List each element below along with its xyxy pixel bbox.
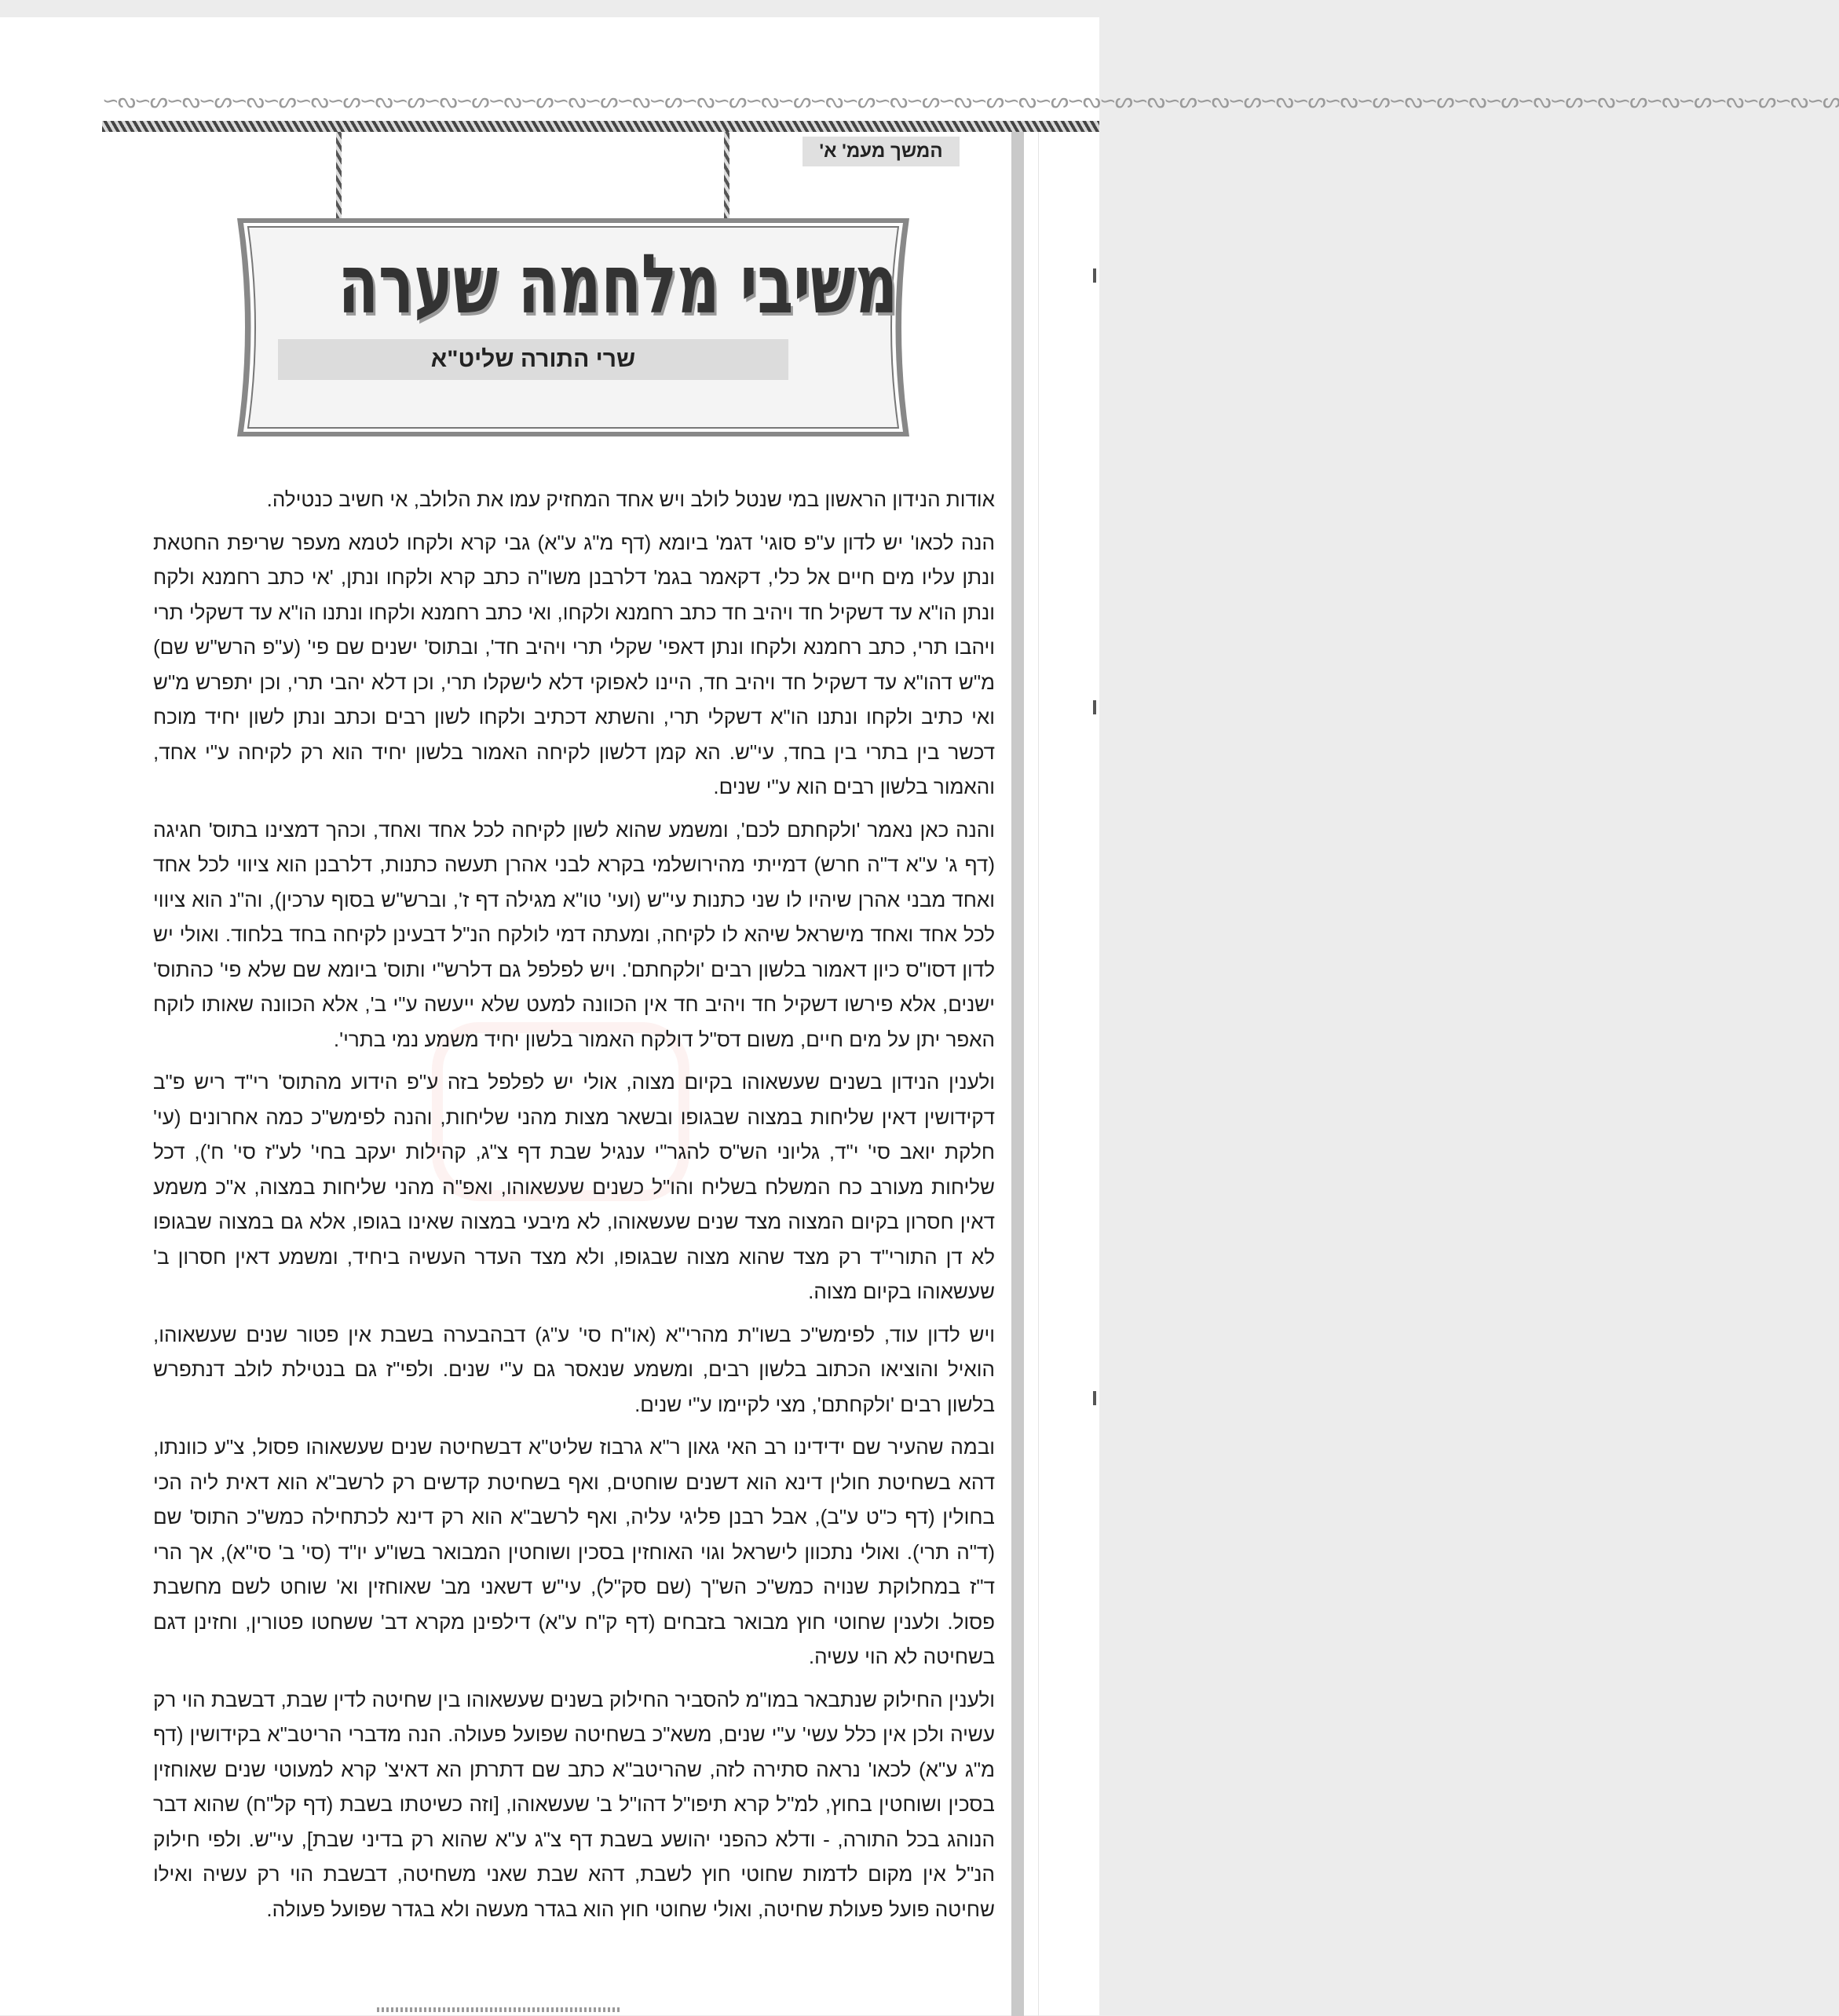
article-body [153, 482, 995, 1934]
article-paragraph: ויש לדון עוד, לפימש"כ בשו"ת מהרי"א (או"ח סי' ע"ג) דבהבערה בשבת אין פטור שנים שעשאוהו, הואיל והוציאו הכתוב בלשון רבים, ומשמע שנאסר גם ע"י שנים. ולפי"ז גם בנטילת לולב דנתפרש בלשון רבים 'ולקחתם', מצי לקיימו ע"י שנים. [153, 1322, 995, 1416]
adjacent-column-text-fragment [1093, 700, 1096, 714]
newspaper-page [0, 17, 1839, 2015]
column-title: משיבי מלחמה שערה [338, 236, 898, 332]
end-ornament [377, 2007, 620, 2012]
article-paragraph: אודות הנידון הראשון במי שנטל לולב ויש אחד המחזיק עמו את הלולב, אי חשיב כנטילה. [266, 488, 995, 511]
rope-divider [102, 121, 1099, 132]
sign-hanging-rope-right [724, 132, 729, 218]
article-paragraph: והנה כאן נאמר 'ולקחתם לכם', ומשמע שהוא לשון לקיחה לכל אחד ואחד, וכהך דמצינו בתוס' חגיגה (דף ג' ע"א ד"ה חרש) דמייתי מהירושלמי בקרא לבני אהרן תעשה כתנות, דלרבנן הוא ציווי לכל אחד ואחד מבני אהרן שיהיו לו שני כתנות עי"ש (ועי' טו"א מגילה דף ז', וברש"ש בסוף ערכין), וה"נ הוא ציווי לכל אחד ואחד מישראל שיהא לו לקיחה, ומעתה דמי לולקח הנ"ל דבעינן לקיחה בחד בלחוד. ואולי יש לדון דסו"ס כיון דאמור בלשון רבים 'ולקחתם'. ויש לפלפל גם דלרש"י ותוס' ביומא שם שלא פי' כהתוס' ישנים, אלא פירשו דשקיל חד ויהיב חד אין הכוונה למעט שלא ייעשה ע"י ב', אלא הכוונה שאותו לוקח האפר יתן על מים חיים, משום דס"ל דולקח האמור בלשון יחיד משמע נמי בתרי'. [153, 817, 995, 1051]
sign-hanging-rope-left [336, 132, 342, 218]
article-paragraph: הנה לכאו' יש לדון ע"פ סוגי' דגמ' ביומא (דף מ"ג ע"א) גבי קרא ולקחו לטמא מעפר שריפת החטאת ונתן עליו מים חיים אל כלי, דקאמר בגמ' דלרבנן משו"ה כתב קרא ולקחו ונתן, 'אי כתב רחמנא ולקח ונתן הו"א עד דשקיל חד ויהיב חד כתב רחמנא ולקחו, ואי כתב רחמנא ולקחו ונתנו הו"א עד דשקלי תרי ויהבו תרי, כתב רחמנא ולקחו ונתן דאפי' שקלי תרי ויהיב חד', ובתוס' ישנים שם פי' (ע"פ הרש"ש שם) מ"ש דהו"א עד דשקיל חד ויהיב חד, היינו לאפוקי דלא לישקלו תרי, וכן דלא יהבי תרי, וכן יתפרש מ"ש ואי כתיב ולקחו ונתנו הו"א דשקלי תרי, והשתא דכתיב ולקחו לשון רבים וכתב ונתן לשון יחיד מוכח דכשר בין בתרי בין בחד, עי"ש. הא קמן דלשון לקיחה האמור בלשון יחיד הוא רק לקיחה ע"י אחד, והאמור בלשון רבים הוא ע"י שנים. [153, 530, 995, 798]
column-title-container [229, 237, 917, 333]
column-subtitle: שרי התורה שליט"א [278, 339, 788, 380]
article-paragraph: ולענין החילוק שנתבאר במו"מ להסביר החילוק בשנים שעשאוהו בין שחיטה לדין שבת, דבשבת הוי רק עשיה ולכן אין כלל עשי' ע"י שנים, משא"כ בשחיטה שפועל פעולה. הנה מדברי הריטב"א בקידושין (דף מ"ג ע"א) לכאו' נראה סתירה לזה, שהריטב"א כתב שם דתרתן הא דאיצ' קרא למעוטי שנים שאוחזין בסכין ושוחטין בחוץ, למ"ל קרא תיפו"ל דהו"ל ב' שעשאוהו, [וזה כשיטתו בשבת (דף קל"ח) שהוא דבר הנוהג בכל התורה, - ודלא כהפני יהושע בשבת דף צ"ג ע"א שהוא רק בדיני שבת], עי"ש. ולפי חילוק הנ"ל אין מקום לדמות שחוטי חוץ לשבת, דהא שבת שאני משחיטה, דבשבת הוי רק עשיה ואילו שחיטה פועל פעולת שחיטה, ואולי שחוטי חוץ הוא בגדר מעשה ולא בגדר שפועל פעולה. [153, 1687, 995, 1921]
column-divider-line [1038, 132, 1039, 2016]
article-paragraph: ולענין הנידון בשנים שעשאוהו בקיום מצוה, אולי יש לפלפל בזה ע"פ הידוע מהתוס' רי"ד ריש פ"ב דקידושין דאין שליחות במצוה שבגופו ובשאר מצות מהני שליחות, והנה לפימש"כ כמה אחרונים (עי' חלקת יואב סי' י"ד, גליוני הש"ס להגר"י ענגיל שבת דף צ"ג, קהילות יעקב בחי' לע"ז סי' ח'), דכל שליחות מעורב כח המשלח בשליח והו"ל כשנים שעשאוהו, ואפ"ה מהני שליחות במצוה, א"כ משמע דאין חסרון בקיום המצוה מצד שנים שעשאוהו, לא מיבעי במצוה שאינו בגופו, אלא גם במצוה שבגופו לא דן התורי"ד רק מצד שהוא מצוה שבגופו, ולא מצד העדר העשיה ביחיד, ומשמע דאין חסרון ב' שעשאוהו בקיום מצוה. [153, 1070, 995, 1303]
continued-from-label: המשך מעמ' א' [803, 137, 960, 166]
decorative-border-ornament: ∽ᔓ∽ᔕ∽ᔓ∽ᔕ∽ᔓ∽ᔕ∽ᔓ∽ᔕ∽ᔓ∽ᔕ∽ᔓ∽ᔕ∽ᔓ∽ᔕ∽ᔓ∽ᔕ∽ᔓ∽ᔕ∽ᔓ∽ᔕ∽ᔓ∽ᔕ∽ᔓ∽ᔕ∽ᔓ∽ᔕ∽ᔓ∽ᔕ∽ᔓ∽ᔕ∽ᔓ∽ᔕ∽ᔓ∽ᔕ∽ᔓ∽ᔕ∽ᔓ∽ᔕ∽ᔓ∽ᔕ∽ᔓ∽ᔕ∽ᔓ∽ᔕ∽ᔓ∽ᔕ∽ᔓ∽ᔕ∽ᔓ∽ᔕ∽ᔓ∽ᔕ∽ᔓ∽ᔕ [102, 89, 1839, 113]
column-divider-bar [1011, 132, 1024, 2016]
adjacent-column-text-fragment [1093, 268, 1096, 283]
adjacent-column-text-fragment [1093, 1391, 1096, 1405]
column-header-sign [229, 214, 917, 441]
article-paragraph: ובמה שהעיר שם ידידינו רב האי גאון ר"א גרבוז שליט"א דבשחיטה שנים שעשאוהו פסול, צ"ע כוונתו, דהא בשחיטת חולין דינא הוא דשנים שוחטים, ואף בשחיטת קדשים רק לרשב"א הוא דאית ליה הכי בחולין (דף כ"ט ע"ב), אבל רבנן פליגי עליה, ואף לרשב"א הוא רק דינא לכתחילה כמש"כ התוס' שם (ד"ה תרי). ואולי נתכוון לישראל וגוי האוחזין בסכין ושוחטין המבואר בשו"ע יו"ד (סי' ב' סי"א), אך הרי ד"ז במחלוקת שנויה כמש"כ הש"ך (שם סק"ל), עי"ש דשאני מב' שאוחזין וא' שוחט לשם מחשבת פסול. ולענין שחוטי חוץ מבואר בזבחים (דף ק"ח ע"א) דילפינן מקרא דב' ששחטו פטורין, וחזינן דגם בשחיטה לא הוי עשיה. [153, 1435, 995, 1668]
